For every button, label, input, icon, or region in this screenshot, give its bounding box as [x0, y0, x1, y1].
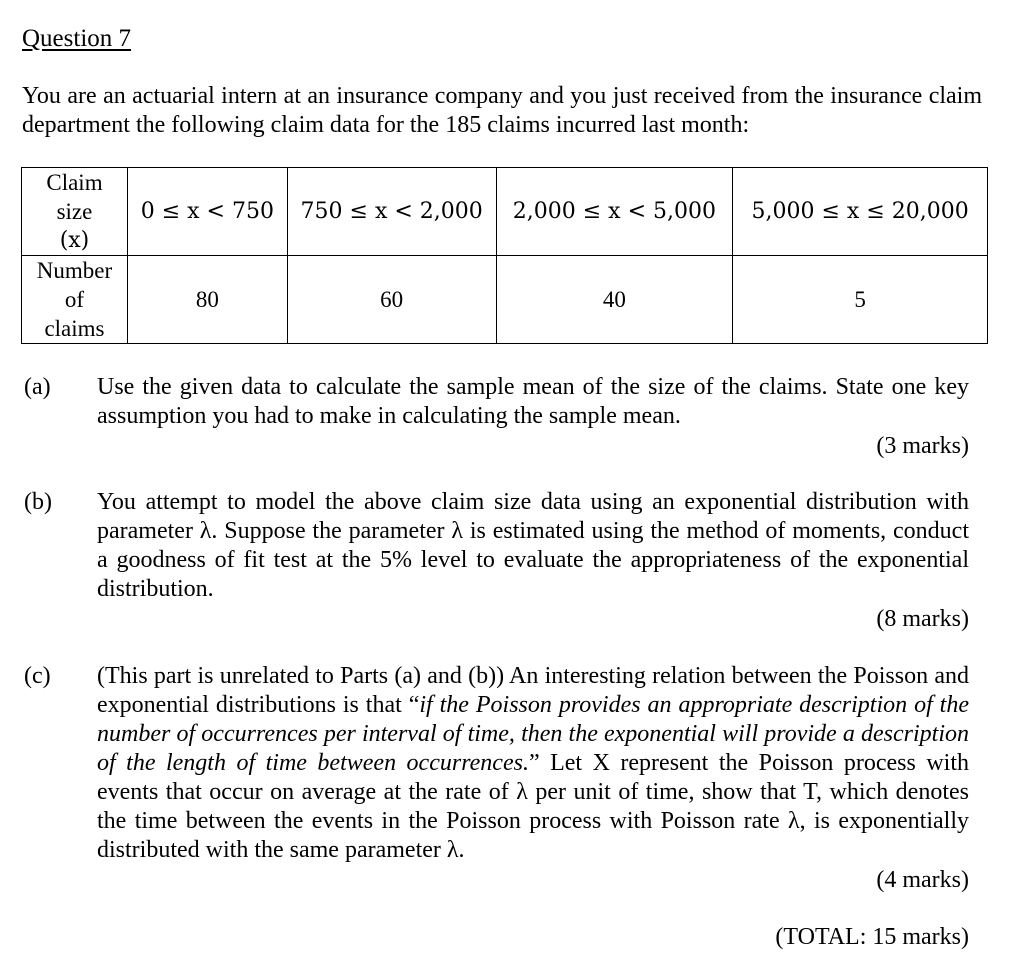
total-marks: (TOTAL: 15 marks) — [775, 924, 969, 950]
interval-cell: 5,000 ≤ x ≤ 20,000 — [733, 168, 988, 256]
part-c-label: (c) — [24, 663, 51, 689]
intro-paragraph: You are an actuarial intern at an insurance company and you just received from the insurance claim department the following claim data for the 185 claims incurred last month: — [22, 83, 982, 138]
part-b-text: You attempt to model the above claim size data using an exponential distribution with parameter λ. Suppose the parameter λ is estimated using the method of moments, conduct a goodness of fit test at the 5% level to evaluate the appropriateness of the exponential distribution. — [97, 489, 969, 602]
interval-cell: 0 ≤ x < 750 — [127, 168, 287, 256]
count-cell: 60 — [287, 256, 496, 344]
number-of-claims-row — [22, 256, 988, 344]
claim-data-table — [21, 167, 988, 344]
part-a-label: (a) — [24, 374, 51, 400]
part-a-marks: (3 marks) — [876, 433, 969, 459]
interval-cell: 750 ≤ x < 2,000 — [287, 168, 496, 256]
count-cell: 80 — [127, 256, 287, 344]
interval-cell: 2,000 ≤ x < 5,000 — [496, 168, 733, 256]
part-c-text: (This part is unrelated to Parts (a) and (b)) An interesting relation between the Poisson and exponential distributions is that “if the Poisson provides an appropriate description of the number of occurrences per interval of time, then the exponential will provide a description of the length of time between occurrences.” Let X represent the Poisson process with events that occur on average at the rate of λ per unit of time, show that T, which denotes the time between the events in the Poisson process with Poisson rate λ, is exponentially distributed with the same parameter λ. — [97, 663, 969, 863]
question-title: Question 7 — [22, 25, 132, 52]
claim-size-row — [22, 168, 988, 256]
count-cell: 40 — [496, 256, 733, 344]
part-b-label: (b) — [24, 489, 52, 515]
part-a-text: Use the given data to calculate the sample mean of the size of the claims. State one key assumption you had to make in calculating the sample mean. — [97, 374, 969, 429]
claim-size-header: Claim size (x) — [22, 168, 128, 256]
number-of-claims-header: Number of claims — [22, 256, 128, 344]
count-cell: 5 — [733, 256, 988, 344]
part-b-marks: (8 marks) — [876, 606, 969, 632]
part-c-marks: (4 marks) — [876, 867, 969, 893]
